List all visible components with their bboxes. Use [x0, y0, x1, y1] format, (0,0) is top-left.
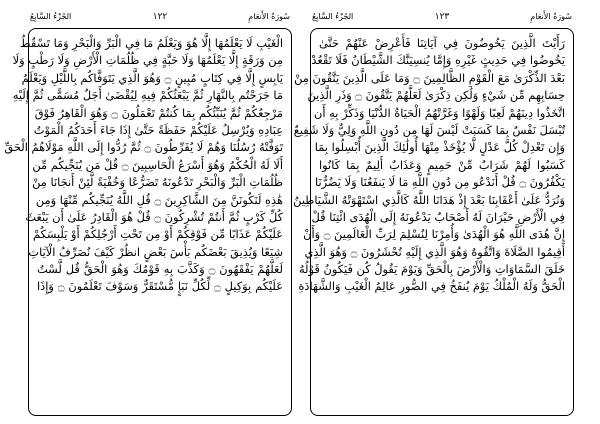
text-line: تَوَفَّتْهُ رُسُلُنَا وَهُمْ لَا يُفَرِّطُونَ ۝ ثُمَّ رُدُّوا إِلَى اللَّهِ مَوْلَاهُمُ الْحَقِّ — [4, 140, 283, 155]
text-line: اتَّخَذُوا دِينَهُمْ لَعِبًا وَلَهْوًا وَغَرَّتْهُمُ الْحَيَاةُ الدُّنْيَا وَذَكِّرْ بِهِ أَن — [314, 105, 565, 120]
page-text-frame — [293, 28, 574, 416]
text-line: يَخُوضُوا فِي حَدِيثٍ غَيْرِهِ وَإِمَّا يُنسِيَنَّكَ الشَّيْطَانُ فَلَا تَقْعُدْ — [311, 53, 565, 68]
text-line: يَكْفُرُونَ ۝ قُلْ أَنَدْعُو مِن دُونِ اللَّهِ مَا لَا يَنفَعُنَا وَلَا يَضُرُّنَا — [315, 175, 565, 190]
text-line: وَنُرَدُّ عَلَىٰ أَعْقَابِنَا بَعْدَ إِذْ هَدَانَا اللَّهُ كَالَّذِي اسْتَهْوَتْهُ الشَّيَاطِينُ — [293, 192, 565, 207]
text-line: كُلِّ كَرْبٍ ثُمَّ أَنتُمْ تُشْرِكُونَ ۝ قُلْ هُوَ الْقَادِرُ عَلَىٰ أَن يَبْعَثَ — [25, 209, 283, 224]
surah-name-header: سُورَةُ الأَنعَامِ — [530, 12, 572, 21]
text-line: ظُلُمَاتِ الْبَرِّ وَالْبَحْرِ تَدْعُونَهُ تَضَرُّعًا وَخُفْيَةً لَّئِنْ أَنجَانَا مِنْ — [32, 175, 283, 190]
text-line: رَأَيْتَ الَّذِينَ يَخُوضُونَ فِي آيَاتِنَا فَأَعْرِضْ عَنْهُمْ حَتَّىٰ — [319, 36, 565, 50]
page-number: ١٢٢ — [152, 12, 168, 22]
text-line: بَعْدَ الذِّكْرَىٰ مَعَ الْقَوْمِ الظَّالِمِينَ ۝ وَمَا عَلَى الَّذِينَ يَتَّقُونَ مِنْ — [294, 70, 565, 85]
text-line: أَقِيمُوا الصَّلَاةَ وَاتَّقُوهُ وَهُوَ الَّذِي إِلَيْهِ تُحْشَرُونَ ۝ وَهُوَ الَّذِي — [304, 244, 565, 259]
juz-name-header: الجُزْءُ السَّابِعُ — [312, 12, 354, 21]
text-line: وَإِن تَعْدِلْ كُلَّ عَدْلٍ لَّا يُؤْخَذْ مِنْهَا أُولَٰئِكَ الَّذِينَ أُبْسِلُوا بِمَا — [314, 140, 565, 155]
text-line: يَابِسٍ إِلَّا فِي كِتَابٍ مُبِينٍ ۝ وَهُوَ الَّذِي يَتَوَفَّاكُم بِاللَّيْلِ وَيَعْلَمُ — [21, 70, 283, 85]
text-line: الْغَيْبِ لَا يَعْلَمُهَا إِلَّا هُوَ وَيَعْلَمُ مَا فِي الْبَرِّ وَالْبَحْرِ وَمَا تَسْقُطُ — [20, 36, 283, 50]
text-line: كَسَبُوا لَهُمْ شَرَابٌ مِّنْ حَمِيمٍ وَعَذَابٌ أَلِيمٌ بِمَا كَانُوا — [319, 157, 565, 172]
surah-name-header: سُورَةُ الأَنعَامِ — [248, 12, 290, 21]
text-line: مِن وَرَقَةٍ إِلَّا يَعْلَمُهَا وَلَا حَبَّةٍ فِي ظُلُمَاتِ الْأَرْضِ وَلَا رَطْبٍ وَلَا — [12, 53, 283, 68]
text-line: مَا جَرَحْتُم بِالنَّهَارِ ثُمَّ يَبْعَثُكُمْ فِيهِ لِيُقْضَىٰ أَجَلٌ مُسَمًّى ثُمَّ إِلَيْهِ — [12, 88, 283, 103]
juz-name-header: الجُزْءُ السَّابِعُ — [30, 12, 72, 21]
text-line: فِي الْأَرْضِ حَيْرَانَ لَهُ أَصْحَابٌ يَدْعُونَهُ إِلَى الْهُدَى ائْتِنَا قُلْ — [311, 209, 565, 224]
text-line: الْحَقُّ وَلَهُ الْمُلْكُ يَوْمَ يُنفَخُ فِي الصُّورِ عَالِمُ الْغَيْبِ وَالشَّهَادَةِ — [298, 279, 565, 294]
text-line: أَلَا لَهُ الْحُكْمُ وَهُوَ أَسْرَعُ الْحَاسِبِينَ ۝ قُلْ مَن يُنَجِّيكُم مِّن — [32, 157, 283, 172]
text-line: حِسَابِهِم مِّن شَيْءٍ وَلَٰكِن ذِكْرَىٰ لَعَلَّهُمْ يَتَّقُونَ ۝ وَذَرِ الَّذِينَ — [307, 88, 565, 103]
text-line: لَعَلَّهُمْ يَفْقَهُونَ ۝ وَكَذَّبَ بِهِ قَوْمُكَ وَهُوَ الْحَقُّ قُل لَّسْتُ — [37, 262, 283, 277]
text-line: خَلَقَ السَّمَاوَاتِ وَالْأَرْضَ بِالْحَقِّ وَيَوْمَ يَقُولُ كُن فَيَكُونُ قَوْلُهُ — [298, 262, 565, 277]
text-line: إِنَّ هُدَى اللَّهِ هُوَ الْهُدَىٰ وَأُمِرْنَا لِنُسْلِمَ لِرَبِّ الْعَالَمِينَ ۝ وَأَنْ — [303, 227, 565, 242]
text-line: عَلَيْكُم بِوَكِيلٍ ۝ لِّكُلِّ نَبَإٍ مُّسْتَقَرٌّ وَسَوْفَ تَعْلَمُونَ ۝ وَإِذَا — [37, 279, 283, 294]
right-page — [293, 8, 574, 416]
text-line: عِبَادِهِ وَيُرْسِلُ عَلَيْكُمْ حَفَظَةً حَتَّىٰ إِذَا جَاءَ أَحَدَكُمُ الْمَوْتُ — [33, 122, 283, 137]
text-line: شِيَعًا وَيُذِيقَ بَعْضَكُم بَأْسَ بَعْضٍ انظُرْ كَيْفَ نُصَرِّفُ الْآيَاتِ — [28, 244, 283, 259]
page-number: ١٢٣ — [434, 12, 450, 22]
page-header — [310, 8, 574, 28]
page-header — [28, 8, 292, 28]
left-page — [4, 8, 292, 416]
text-line: عَلَيْكُمْ عَذَابًا مِّن فَوْقِكُمْ أَوْ مِن تَحْتِ أَرْجُلِكُمْ أَوْ يَلْبِسَكُمْ — [32, 227, 283, 242]
text-line: هَٰذِهِ لَنَكُونَنَّ مِنَ الشَّاكِرِينَ ۝ قُلِ اللَّهُ يُنَجِّيكُم مِّنْهَا وَمِن — [35, 192, 283, 207]
page-text-frame — [4, 28, 292, 416]
text-line: مَرْجِعُكُمْ ثُمَّ يُنَبِّئُكُم بِمَا كُنتُمْ تَعْمَلُونَ ۝ وَهُوَ الْقَاهِرُ فَوْقَ — [34, 105, 283, 120]
text-line: تُبْسَلَ نَفْسٌ بِمَا كَسَبَتْ لَيْسَ لَهَا مِن دُونِ اللَّهِ وَلِيٌّ وَلَا شَفِيعٌ — [293, 122, 565, 137]
